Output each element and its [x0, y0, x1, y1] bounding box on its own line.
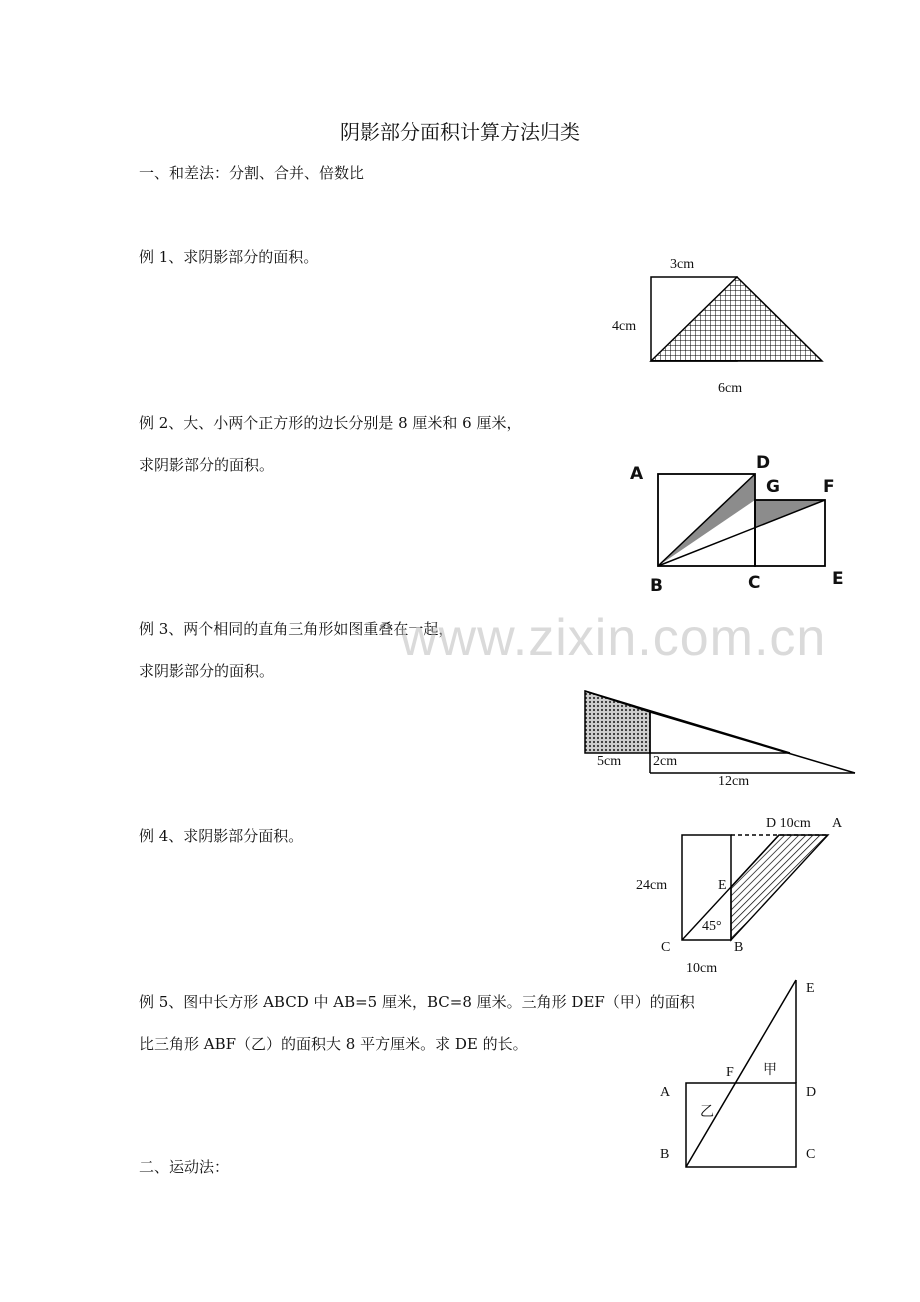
example-5-text-line1: 例 5、图中长方形 ABCD 中 AB=5 厘米，BC=8 厘米。三角形 DEF（甲）的面积 — [139, 993, 695, 1011]
example-3-text-line2: 求阴影部分的面积。 — [139, 662, 275, 680]
fig4-label-a: A — [832, 816, 843, 831]
section-heading-2: 二、运动法： — [139, 1158, 230, 1176]
example-4-text: 例 4、求阴影部分面积。 — [139, 827, 304, 845]
fig1-shaded-triangle — [651, 277, 822, 361]
example-5-text-line2: 比三角形 ABF（乙）的面积大 8 平方厘米。求 DE 的长。 — [139, 1035, 528, 1053]
fig4-shaded-parallelogram — [731, 835, 828, 940]
fig4-label-bottom: 10cm — [686, 961, 718, 976]
fig4-label-top: D 10cm — [766, 816, 811, 831]
fig4-label-c: C — [661, 940, 671, 955]
fig5-label-d: D — [806, 1085, 817, 1100]
fig2-label-a: A — [630, 464, 644, 484]
figure-4-diagram — [636, 816, 843, 976]
fig5-label-f: F — [726, 1065, 734, 1080]
fig5-label-a: A — [660, 1085, 671, 1100]
fig5-label-c: C — [806, 1147, 816, 1162]
section-heading-1: 一、和差法：分割、合并、倍数比 — [139, 164, 365, 182]
fig2-label-d: D — [756, 453, 771, 473]
example-2-text-line1: 例 2、大、小两个正方形的边长分别是 8 厘米和 6 厘米， — [139, 414, 522, 432]
fig4-label-left: 24cm — [636, 878, 668, 893]
fig2-label-c: C — [748, 573, 761, 593]
fig3-label-b: 2cm — [653, 754, 678, 769]
fig2-label-e: E — [832, 569, 844, 589]
fig2-label-g: G — [766, 477, 780, 497]
example-3-text-line1: 例 3、两个相同的直角三角形如图重叠在一起， — [139, 620, 454, 638]
figure-2-diagram — [630, 453, 844, 596]
fig1-label-top: 3cm — [670, 257, 695, 272]
figure-1-diagram — [612, 257, 822, 396]
fig4-label-b: B — [734, 940, 744, 955]
fig3-label-c: 12cm — [718, 774, 750, 789]
fig4-label-e: E — [718, 878, 727, 893]
fig3-label-a: 5cm — [597, 754, 622, 769]
example-1-text: 例 1、求阴影部分的面积。 — [139, 248, 319, 266]
fig5-label-yi: 乙 — [700, 1105, 714, 1120]
fig5-rectangle — [686, 1083, 796, 1167]
fig5-label-b: B — [660, 1147, 670, 1162]
watermark: www.zixin.com.cn — [400, 609, 827, 667]
fig4-label-angle: 45° — [702, 919, 722, 934]
figure-3-diagram — [585, 691, 855, 789]
example-2-text-line2: 求阴影部分的面积。 — [139, 456, 275, 474]
page-title: 阴影部分面积计算方法归类 — [340, 120, 580, 144]
fig2-label-f: F — [823, 477, 835, 497]
fig1-label-bottom: 6cm — [718, 381, 743, 396]
figure-5-diagram — [660, 980, 816, 1167]
fig5-label-jia: 甲 — [763, 1063, 777, 1078]
fig1-label-left: 4cm — [612, 319, 637, 334]
fig2-label-b: B — [650, 576, 663, 596]
fig5-label-e: E — [806, 981, 815, 996]
